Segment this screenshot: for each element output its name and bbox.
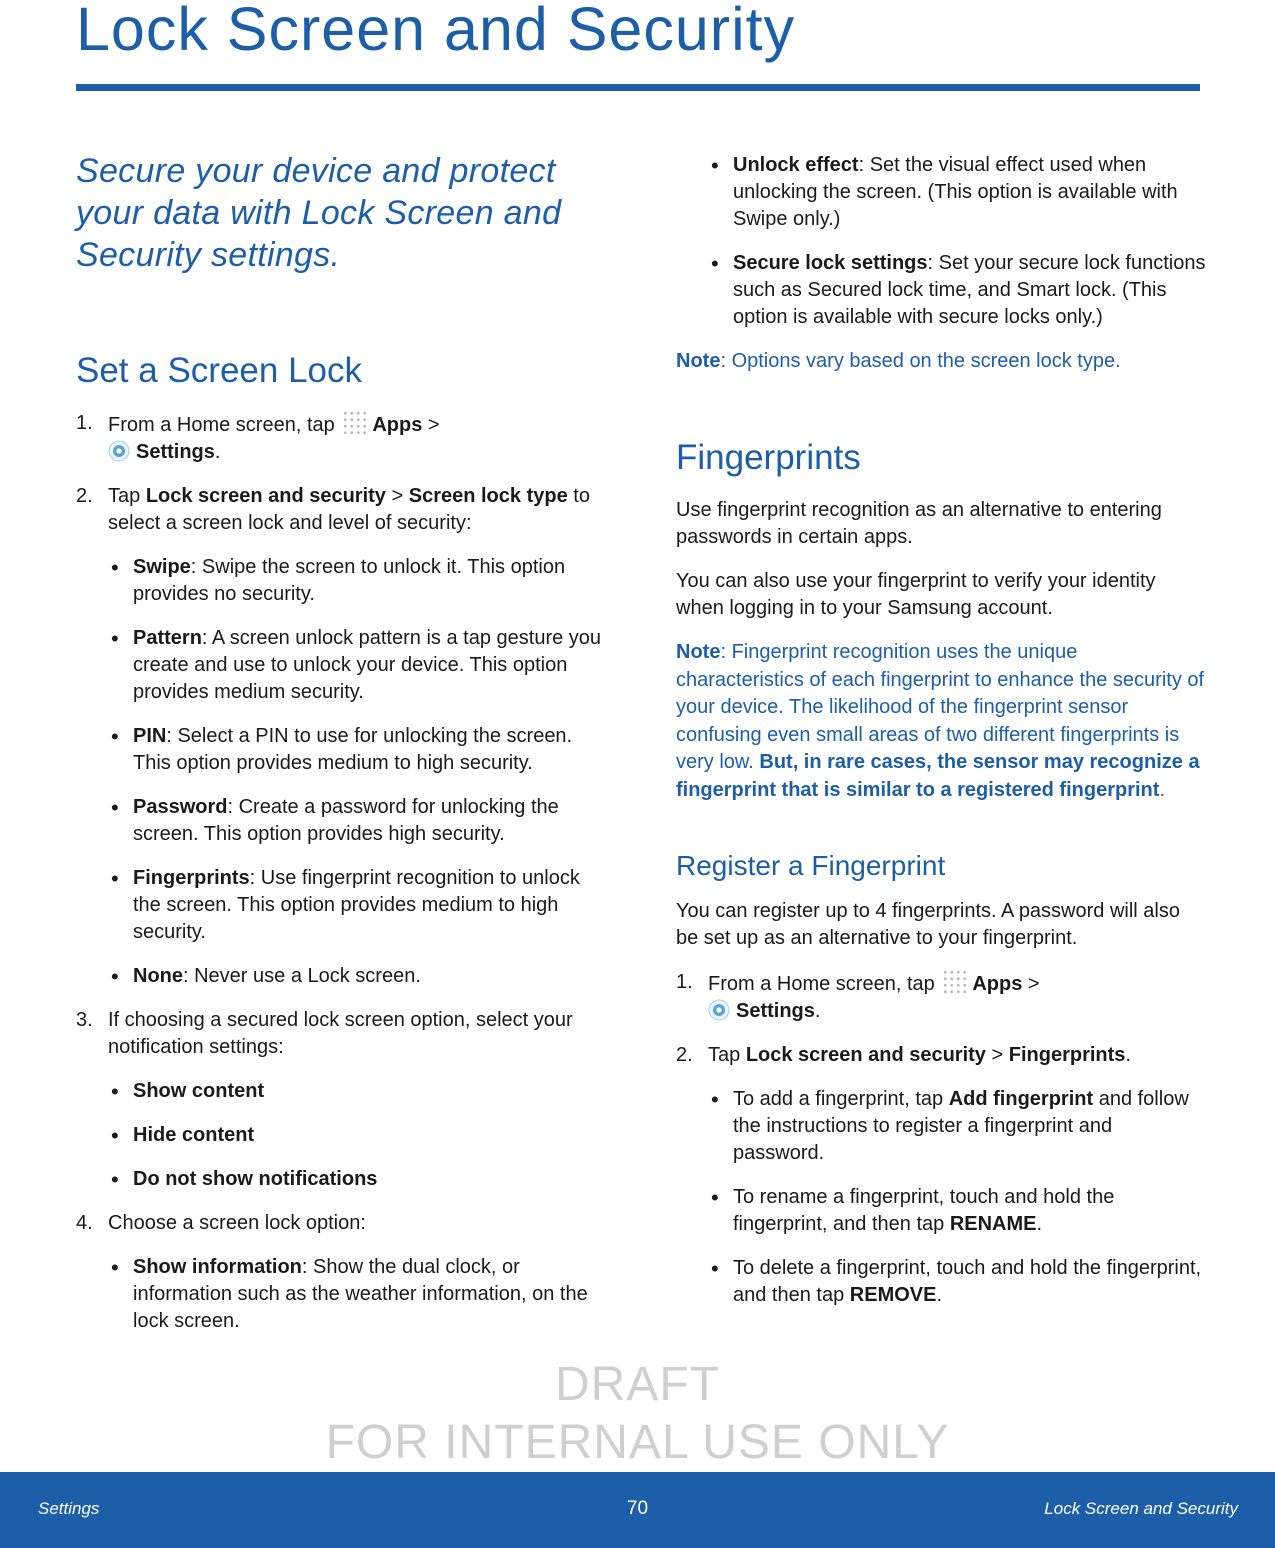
step-number: 3. (76, 1009, 93, 1031)
heading-set-screen-lock: Set a Screen Lock (76, 351, 362, 390)
punctuation: . (936, 1284, 943, 1306)
action-add-fingerprint (708, 1086, 1206, 1167)
text: and follow the instructions to register a fingerprint and password. (733, 1088, 1189, 1164)
punctuation: . (1125, 1044, 1131, 1066)
left-column (76, 150, 606, 1352)
lock-type-swipe (108, 554, 606, 608)
lock-type-password (108, 794, 606, 848)
separator: > (991, 1044, 1004, 1066)
internal-use-watermark: FOR INTERNAL USE ONLY (325, 1416, 950, 1469)
step-2 (76, 483, 606, 990)
term: Password (133, 796, 228, 818)
action-rename-fingerprint (708, 1184, 1206, 1238)
page-number: 70 (626, 1498, 649, 1519)
menu-screen-lock-type: Screen lock type (408, 485, 568, 507)
term: Show information (133, 1256, 302, 1278)
step-text: From a Home screen, tap (108, 414, 335, 436)
lock-type-pin (108, 723, 606, 777)
note-label: Note (676, 350, 721, 372)
term: Swipe (133, 556, 191, 578)
lock-type-pattern (108, 625, 606, 706)
register-step-1 (676, 969, 1206, 1025)
note-options-vary (676, 348, 1206, 375)
page-title: Lock Screen and Security (76, 0, 796, 63)
step-number: 2. (676, 1044, 693, 1066)
step-1 (76, 410, 606, 466)
step-number: 1. (676, 971, 693, 993)
menu-lock-screen-security: Lock screen and security (745, 1044, 986, 1066)
option-do-not-show (108, 1166, 606, 1193)
option-hide-content (108, 1122, 606, 1149)
lock-option-secure-lock-settings (708, 250, 1206, 331)
draft-watermark: DRAFT (555, 1358, 720, 1411)
register-intro: You can register up to 4 fingerprints. A password will also be set up as an alternative to your fingerprint. (676, 900, 1180, 949)
desc: : Create a password for unlocking the screen. This option provides high security. (133, 796, 559, 845)
step-text: From a Home screen, tap (708, 973, 935, 995)
term: Unlock effect (733, 154, 859, 176)
option-show-content (108, 1078, 606, 1105)
heading-fingerprints: Fingerprints (676, 438, 861, 477)
notification-options-list (108, 1078, 606, 1193)
term: Do not show notifications (133, 1168, 378, 1190)
lock-options-list-continued (676, 152, 1206, 331)
step-3 (76, 1007, 606, 1193)
settings-label: Settings (136, 441, 215, 463)
fingerprints-samsung-account: You can also use your fingerprint to verify your identity when logging in to your Samsung account. (676, 570, 1156, 619)
text: To delete a fingerprint, touch and hold the fingerprint, and then tap (733, 1257, 1202, 1306)
register-step-2 (676, 1042, 1206, 1309)
text: To add a fingerprint, tap (733, 1088, 944, 1110)
page-footer (0, 1472, 1275, 1548)
settings-gear-icon (708, 999, 730, 1021)
term: PIN (133, 725, 167, 747)
note-fingerprint-recognition (676, 639, 1206, 804)
term: None (133, 965, 183, 987)
footer-section: Settings (38, 1499, 100, 1518)
step-text: to select a screen lock and level of security: (108, 485, 590, 534)
term: Pattern (133, 627, 202, 649)
apps-icon (942, 969, 968, 995)
register-steps (676, 969, 1206, 1309)
step-text: Tap (108, 485, 141, 507)
separator: > (391, 485, 404, 507)
step-number: 4. (76, 1212, 93, 1234)
punctuation: . (1159, 778, 1165, 801)
fingerprint-actions-list (708, 1086, 1206, 1309)
term: RENAME (949, 1213, 1037, 1235)
apps-label: Apps (972, 973, 1023, 995)
desc: : Use fingerprint recognition to unlock the screen. This option provides medium to high security. (133, 867, 580, 943)
menu-lock-screen-security: Lock screen and security (145, 485, 386, 507)
punctuation: . (1036, 1213, 1043, 1235)
lock-option-unlock-effect (708, 152, 1206, 233)
lock-type-none (108, 963, 606, 990)
note-label: Note (676, 641, 721, 663)
lock-type-list (108, 554, 606, 990)
set-lock-steps (76, 410, 606, 1335)
step-text: Choose a screen lock option: (108, 1212, 366, 1234)
fingerprints-intro: Use fingerprint recognition as an alternative to entering passwords in certain apps. (676, 499, 1162, 548)
right-column (676, 152, 1206, 1326)
step-text: If choosing a secured lock screen option, select your notification settings: (108, 1009, 573, 1058)
intro-text: Secure your device and protect your data with Lock Screen and Security settings. (76, 152, 562, 274)
lock-option-show-information (108, 1254, 606, 1335)
desc: : Show the dual clock, or information such as the weather information, on the lock screen. (133, 1256, 588, 1332)
separator: > (427, 414, 440, 436)
term: Secure lock settings (733, 252, 928, 274)
step-number: 1. (76, 412, 93, 434)
separator: > (1027, 973, 1040, 995)
action-delete-fingerprint (708, 1255, 1206, 1309)
menu-fingerprints: Fingerprints (1008, 1044, 1126, 1066)
term: Add fingerprint (948, 1088, 1094, 1110)
term: Show content (133, 1080, 265, 1102)
heading-register-fingerprint: Register a Fingerprint (676, 850, 946, 881)
title-divider (76, 84, 1200, 91)
desc: : Set the visual effect used when unlocking the screen. (This option is available with Swipe only.) (733, 154, 1178, 230)
step-text: Tap (708, 1044, 741, 1066)
step-number: 2. (76, 485, 93, 507)
punctuation: . (814, 1000, 821, 1022)
desc: : Set your secure lock functions such as Secured lock time, and Smart lock. (This option is available with secure locks only.) (733, 252, 1206, 328)
term: Hide content (133, 1124, 255, 1146)
settings-label: Settings (736, 1000, 815, 1022)
punctuation: . (214, 441, 221, 463)
lock-type-fingerprints (108, 865, 606, 946)
step-4 (76, 1210, 606, 1335)
desc: : A screen unlock pattern is a tap gesture you create and use to unlock your device. This option provides medium security. (133, 627, 602, 703)
lock-options-list (108, 1254, 606, 1335)
text: To rename a fingerprint, touch and hold the fingerprint, and then tap (733, 1186, 1115, 1235)
term: Fingerprints (133, 867, 250, 889)
footer-chapter: Lock Screen and Security (1044, 1499, 1238, 1518)
note-text: : Fingerprint recognition uses the unique characteristics of each fingerprint to enhance the security of your device. The likelihood of the fingerprint sensor confusing even small areas of two different fingerprints is very low. (676, 641, 1205, 773)
apps-label: Apps (372, 414, 423, 436)
desc: : Swipe the screen to unlock it. This option provides no security. (133, 556, 566, 605)
term: REMOVE (849, 1284, 937, 1306)
desc: : Never use a Lock screen. (183, 965, 421, 987)
apps-icon (342, 410, 368, 436)
settings-gear-icon (108, 440, 130, 462)
note-text: : Options vary based on the screen lock type. (720, 350, 1121, 372)
note-warning: But, in rare cases, the sensor may recognize a fingerprint that is similar to a registered fingerprint (676, 751, 1200, 801)
desc: : Select a PIN to use for unlocking the screen. This option provides medium to high security. (133, 725, 573, 774)
